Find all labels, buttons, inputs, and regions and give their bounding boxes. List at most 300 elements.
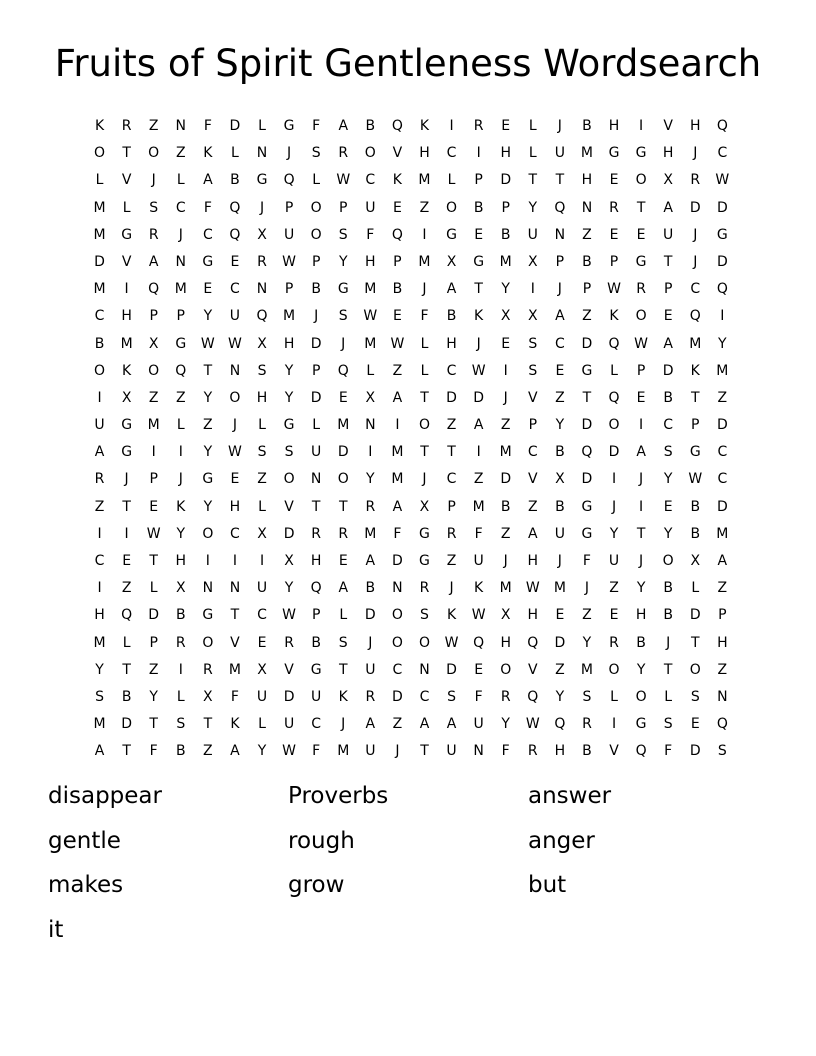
grid-letter: W	[688, 471, 703, 488]
grid-letter: B	[392, 281, 403, 298]
grid-letter: D	[310, 335, 322, 352]
grid-letter: M	[499, 580, 512, 597]
grid-letter: I	[639, 417, 644, 434]
grid-letter: T	[420, 389, 429, 406]
grid-letter: Q	[391, 226, 403, 243]
grid-letter: L	[149, 580, 158, 597]
grid-letter: E	[663, 498, 673, 515]
grid-letter: M	[716, 362, 729, 379]
grid-letter: W	[525, 580, 540, 597]
grid-letter: S	[663, 444, 673, 461]
grid-row	[86, 439, 736, 466]
grid-letter: T	[474, 281, 483, 298]
grid-letter: D	[716, 417, 728, 434]
grid-letter: S	[338, 226, 348, 243]
grid-letter: Z	[446, 553, 457, 569]
grid-letter: X	[365, 389, 376, 406]
grid-letter: Z	[717, 580, 728, 597]
grid-letter: J	[422, 471, 427, 488]
grid-letter: S	[528, 362, 538, 379]
grid-letter: C	[446, 145, 457, 162]
grid-letter: G	[202, 253, 214, 270]
grid-letter: D	[283, 525, 295, 542]
grid-letter: B	[94, 335, 105, 352]
grid-letter: X	[121, 389, 132, 406]
grid-letter: Q	[283, 172, 295, 189]
grid-letter: Z	[419, 199, 430, 216]
grid-letter: I	[259, 553, 265, 569]
grid-letter: P	[663, 281, 673, 298]
grid-letter: X	[257, 226, 267, 243]
grid-letter: E	[230, 471, 240, 488]
grid-letter: U	[256, 688, 268, 705]
grid-letter: T	[203, 716, 213, 733]
grid-letter: Z	[392, 362, 403, 379]
grid-letter: G	[202, 471, 214, 488]
grid-letter: F	[501, 743, 510, 760]
grid-letter: H	[256, 389, 268, 406]
grid-letter: E	[257, 634, 267, 651]
grid-letter: X	[203, 688, 213, 705]
grid-letter: B	[555, 444, 565, 461]
grid-letter: C	[230, 525, 240, 542]
grid-letter: Y	[176, 525, 186, 542]
grid-letter: H	[500, 634, 511, 651]
grid-letter: P	[555, 253, 565, 270]
grid-letter: G	[202, 607, 214, 624]
grid-letter: O	[635, 172, 647, 189]
grid-letter: E	[474, 226, 484, 243]
grid-letter: J	[368, 634, 373, 651]
grid-letter: O	[635, 308, 647, 325]
grid-letter: R	[338, 145, 349, 162]
grid-letter: K	[474, 580, 484, 597]
grid-letter: P	[149, 308, 158, 325]
grid-letter: I	[368, 444, 373, 461]
grid-letter: C	[446, 471, 457, 488]
grid-letter: D	[148, 607, 160, 624]
grid-letter: X	[500, 607, 511, 624]
grid-row	[86, 303, 736, 330]
grid-letter: K	[338, 688, 348, 705]
grid-letter: I	[720, 308, 725, 325]
grid-letter: T	[122, 743, 131, 760]
grid-letter: S	[528, 335, 538, 352]
grid-letter: D	[94, 253, 105, 270]
grid-letter: U	[256, 580, 268, 597]
grid-letter: N	[581, 199, 593, 216]
grid-letter: T	[582, 389, 592, 406]
grid-letter: Y	[366, 471, 375, 488]
grid-letter: X	[690, 553, 701, 569]
grid-letter: X	[419, 498, 430, 515]
grid-letter: H	[717, 634, 728, 651]
grid-letter: T	[338, 661, 348, 678]
grid-letter: X	[527, 308, 538, 325]
grid-letter: A	[365, 553, 376, 569]
grid-letter: D	[310, 389, 322, 406]
grid-letter: I	[232, 553, 237, 569]
grid-letter: Y	[203, 389, 213, 406]
grid-letter: H	[365, 253, 376, 270]
grid-letter: N	[175, 253, 187, 270]
grid-letter: X	[663, 172, 673, 189]
grid-letter: J	[693, 145, 698, 162]
grid-letter: A	[636, 444, 646, 461]
grid-letter: R	[446, 525, 457, 542]
grid-letter: C	[554, 335, 565, 352]
grid-letter: G	[121, 417, 133, 434]
grid-letter: Q	[175, 362, 187, 379]
grid-row	[86, 575, 736, 602]
grid-letter: K	[392, 172, 402, 189]
grid-letter: W	[471, 607, 486, 624]
grid-letter: D	[689, 743, 701, 760]
grid-letter: X	[148, 335, 159, 352]
grid-letter: M	[553, 580, 566, 597]
grid-letter: L	[312, 172, 321, 189]
grid-letter: R	[148, 226, 159, 243]
grid-letter: E	[501, 335, 511, 352]
grid-letter: Q	[635, 743, 647, 760]
grid-letter: Q	[229, 199, 241, 216]
grid-letter: Z	[257, 471, 267, 488]
grid-letter: Q	[716, 281, 728, 298]
grid-letter: J	[259, 199, 265, 216]
grid-letter: R	[636, 281, 646, 298]
grid-letter: R	[609, 199, 619, 216]
grid-letter: E	[338, 389, 348, 406]
grid-letter: V	[230, 634, 240, 651]
grid-letter: B	[663, 607, 673, 624]
grid-letter: C	[717, 471, 728, 488]
grid-letter: V	[392, 145, 403, 162]
grid-letter: B	[446, 308, 457, 325]
grid-letter: L	[610, 362, 618, 379]
grid-letter: M	[364, 525, 377, 542]
grid-letter: R	[284, 634, 294, 651]
grid-letter: Y	[663, 525, 673, 542]
grid-letter: B	[636, 634, 646, 651]
grid-letter: N	[202, 580, 214, 597]
grid-letter: K	[446, 607, 457, 624]
grid-letter: Z	[175, 389, 186, 406]
grid-letter: U	[229, 308, 241, 325]
grid-letter: W	[336, 172, 351, 189]
grid-letter: L	[420, 335, 429, 352]
grid-letter: O	[391, 634, 403, 651]
grid-row	[86, 548, 736, 575]
grid-letter: U	[554, 525, 565, 542]
grid-letter: F	[664, 743, 673, 760]
grid-letter: O	[418, 417, 430, 434]
grid-letter: M	[499, 253, 512, 270]
grid-letter: G	[256, 172, 268, 189]
word-list-item: grow	[288, 872, 345, 898]
grid-letter: D	[689, 607, 701, 624]
grid-letter: F	[203, 199, 212, 216]
grid-letter: A	[392, 389, 403, 406]
word-list-item: makes	[48, 872, 124, 898]
grid-letter: Z	[148, 118, 159, 134]
grid-letter: G	[121, 444, 133, 461]
grid-letter: L	[176, 172, 185, 189]
grid-letter: D	[500, 471, 512, 488]
grid-letter: B	[365, 118, 376, 134]
grid-letter: L	[122, 199, 131, 216]
grid-letter: R	[582, 716, 592, 733]
grid-letter: X	[257, 335, 267, 352]
grid-letter: T	[122, 498, 131, 515]
grid-letter: E	[149, 498, 159, 515]
grid-letter: C	[419, 688, 430, 705]
grid-letter: E	[230, 253, 240, 270]
grid-letter: Q	[608, 335, 620, 352]
grid-letter: E	[338, 553, 348, 569]
grid-letter: Q	[527, 688, 539, 705]
grid-letter: E	[501, 118, 511, 134]
grid-letter: L	[691, 580, 700, 597]
grid-letter: Q	[716, 118, 728, 134]
grid-letter: V	[121, 172, 132, 189]
grid-letter: P	[311, 607, 321, 624]
word-list	[48, 775, 768, 953]
grid-letter: A	[419, 716, 430, 733]
grid-letter: G	[283, 417, 295, 434]
grid-letter: Z	[555, 389, 565, 406]
grid-letter: Y	[284, 389, 294, 406]
grid-letter: O	[608, 417, 620, 434]
grid-letter: L	[176, 417, 185, 434]
grid-letter: L	[258, 498, 266, 515]
grid-letter: D	[446, 389, 457, 406]
grid-letter: A	[148, 253, 159, 270]
grid-letter: R	[338, 525, 349, 542]
grid-letter: S	[149, 199, 159, 216]
grid-letter: Y	[203, 308, 213, 325]
grid-letter: Z	[94, 498, 105, 515]
grid-letter: Z	[203, 743, 213, 760]
grid-letter: Q	[337, 362, 349, 379]
grid-letter: J	[178, 471, 183, 488]
grid-letter: R	[527, 743, 538, 760]
grid-letter: N	[229, 362, 241, 379]
grid-letter: M	[93, 634, 106, 651]
grid-letter: S	[338, 634, 348, 651]
grid-letter: U	[365, 199, 376, 216]
grid-letter: B	[555, 498, 565, 515]
grid-letter: W	[282, 607, 296, 624]
grid-letter: E	[392, 199, 402, 216]
grid-letter: P	[311, 362, 321, 379]
grid-letter: I	[639, 498, 644, 515]
grid-letter: M	[418, 172, 431, 189]
grid-letter: D	[392, 688, 403, 705]
grid-letter: O	[446, 199, 458, 216]
grid-letter: C	[527, 444, 538, 461]
grid-letter: L	[528, 118, 537, 134]
grid-letter: Q	[121, 607, 133, 624]
grid-row	[86, 494, 736, 521]
grid-letter: I	[178, 661, 183, 678]
grid-letter: D	[581, 471, 593, 488]
grid-letter: J	[151, 172, 156, 189]
grid-letter: J	[584, 580, 590, 597]
grid-letter: C	[230, 281, 240, 298]
grid-letter: Z	[582, 308, 592, 325]
grid-letter: U	[311, 688, 322, 705]
grid-letter: P	[582, 281, 592, 298]
grid-letter: M	[580, 661, 593, 678]
grid-letter: M	[174, 281, 187, 298]
grid-letter: J	[503, 553, 508, 569]
grid-letter: I	[530, 281, 535, 298]
grid-letter: P	[447, 498, 456, 515]
grid-letter: J	[395, 743, 400, 760]
grid-letter: Y	[149, 688, 158, 705]
grid-letter: C	[175, 199, 186, 216]
grid-letter: I	[97, 580, 102, 597]
grid-letter: H	[94, 607, 105, 624]
grid-letter: A	[365, 716, 376, 733]
grid-letter: M	[93, 226, 106, 243]
grid-letter: L	[122, 634, 131, 651]
grid-letter: E	[609, 226, 619, 243]
grid-letter: G	[419, 525, 430, 542]
grid-letter: G	[581, 362, 593, 379]
grid-letter: S	[176, 716, 186, 733]
grid-letter: P	[636, 362, 646, 379]
grid-row	[86, 711, 736, 738]
grid-letter: D	[337, 444, 349, 461]
grid-letter: I	[639, 118, 644, 134]
grid-letter: Z	[148, 389, 159, 406]
grid-letter: C	[365, 172, 376, 189]
grid-letter: G	[635, 145, 647, 162]
grid-letter: N	[717, 688, 728, 705]
grid-letter: F	[230, 688, 239, 705]
grid-letter: A	[555, 308, 565, 325]
grid-letter: I	[611, 716, 617, 733]
grid-letter: W	[607, 281, 621, 298]
grid-letter: R	[94, 471, 105, 488]
grid-letter: Q	[527, 634, 539, 651]
grid-letter: L	[339, 607, 348, 624]
grid-letter: O	[662, 553, 674, 569]
grid-letter: C	[94, 308, 105, 325]
grid-letter: A	[663, 199, 673, 216]
grid-letter: I	[611, 471, 617, 488]
grid-letter: Q	[716, 716, 728, 733]
grid-letter: I	[151, 444, 156, 461]
grid-letter: R	[690, 172, 701, 189]
grid-letter: B	[663, 580, 673, 597]
grid-letter: D	[581, 335, 593, 352]
grid-letter: I	[476, 444, 481, 461]
grid-letter: W	[444, 634, 459, 651]
grid-letter: S	[690, 688, 700, 705]
grid-letter: C	[717, 444, 728, 461]
grid-letter: O	[364, 145, 376, 162]
grid-letter: D	[716, 498, 728, 515]
grid-letter: Q	[148, 281, 160, 298]
grid-letter: J	[287, 145, 292, 162]
grid-letter: Q	[256, 308, 268, 325]
grid-letter: T	[420, 444, 429, 461]
grid-letter: H	[554, 743, 566, 760]
word-list-item: rough	[288, 827, 355, 854]
grid-letter: M	[364, 281, 377, 298]
grid-letter: H	[689, 118, 701, 134]
grid-letter: M	[391, 444, 404, 461]
grid-letter: O	[310, 199, 322, 216]
grid-letter: Y	[555, 688, 565, 705]
grid-letter: K	[203, 145, 213, 162]
grid-letter: F	[420, 308, 429, 325]
grid-letter: S	[582, 688, 592, 705]
grid-letter: O	[500, 661, 512, 678]
grid-letter: M	[418, 253, 431, 270]
grid-letter: I	[422, 226, 427, 243]
letter-grid	[86, 113, 736, 766]
grid-letter: I	[124, 525, 129, 542]
grid-letter: U	[283, 716, 295, 733]
grid-letter: P	[339, 199, 348, 216]
grid-letter: U	[311, 444, 322, 461]
grid-letter: L	[528, 145, 537, 162]
grid-letter: X	[500, 308, 511, 325]
grid-letter: B	[690, 498, 701, 515]
grid-letter: Z	[555, 661, 565, 678]
grid-letter: C	[446, 362, 457, 379]
grid-letter: Z	[582, 607, 592, 624]
grid-letter: J	[503, 389, 508, 406]
grid-letter: E	[690, 716, 700, 733]
grid-letter: Z	[392, 716, 403, 733]
grid-letter: O	[689, 661, 701, 678]
grid-letter: N	[392, 580, 403, 597]
grid-letter: R	[473, 118, 484, 134]
grid-letter: K	[122, 362, 132, 379]
grid-letter: N	[256, 145, 268, 162]
grid-letter: D	[716, 253, 728, 270]
grid-letter: N	[554, 226, 566, 243]
grid-letter: L	[366, 362, 375, 379]
grid-letter: X	[284, 553, 294, 569]
grid-letter: L	[447, 172, 456, 189]
grid-letter: Z	[121, 580, 132, 597]
grid-letter: A	[717, 553, 728, 569]
grid-letter: W	[715, 172, 730, 189]
grid-letter: W	[363, 308, 378, 325]
grid-letter: P	[501, 199, 510, 216]
grid-letter: F	[474, 688, 483, 705]
grid-letter: I	[395, 417, 400, 434]
grid-letter: J	[557, 553, 562, 569]
word-list-item: answer	[528, 783, 612, 809]
grid-letter: Y	[257, 743, 267, 760]
grid-letter: V	[609, 743, 619, 760]
grid-letter: G	[310, 661, 322, 678]
grid-letter: E	[663, 308, 673, 325]
grid-letter: O	[202, 525, 214, 542]
grid-letter: P	[691, 417, 700, 434]
grid-letter: X	[555, 471, 565, 488]
grid-letter: W	[634, 335, 649, 352]
grid-letter: F	[393, 525, 402, 542]
grid-letter: A	[392, 498, 403, 515]
grid-letter: U	[365, 661, 376, 678]
